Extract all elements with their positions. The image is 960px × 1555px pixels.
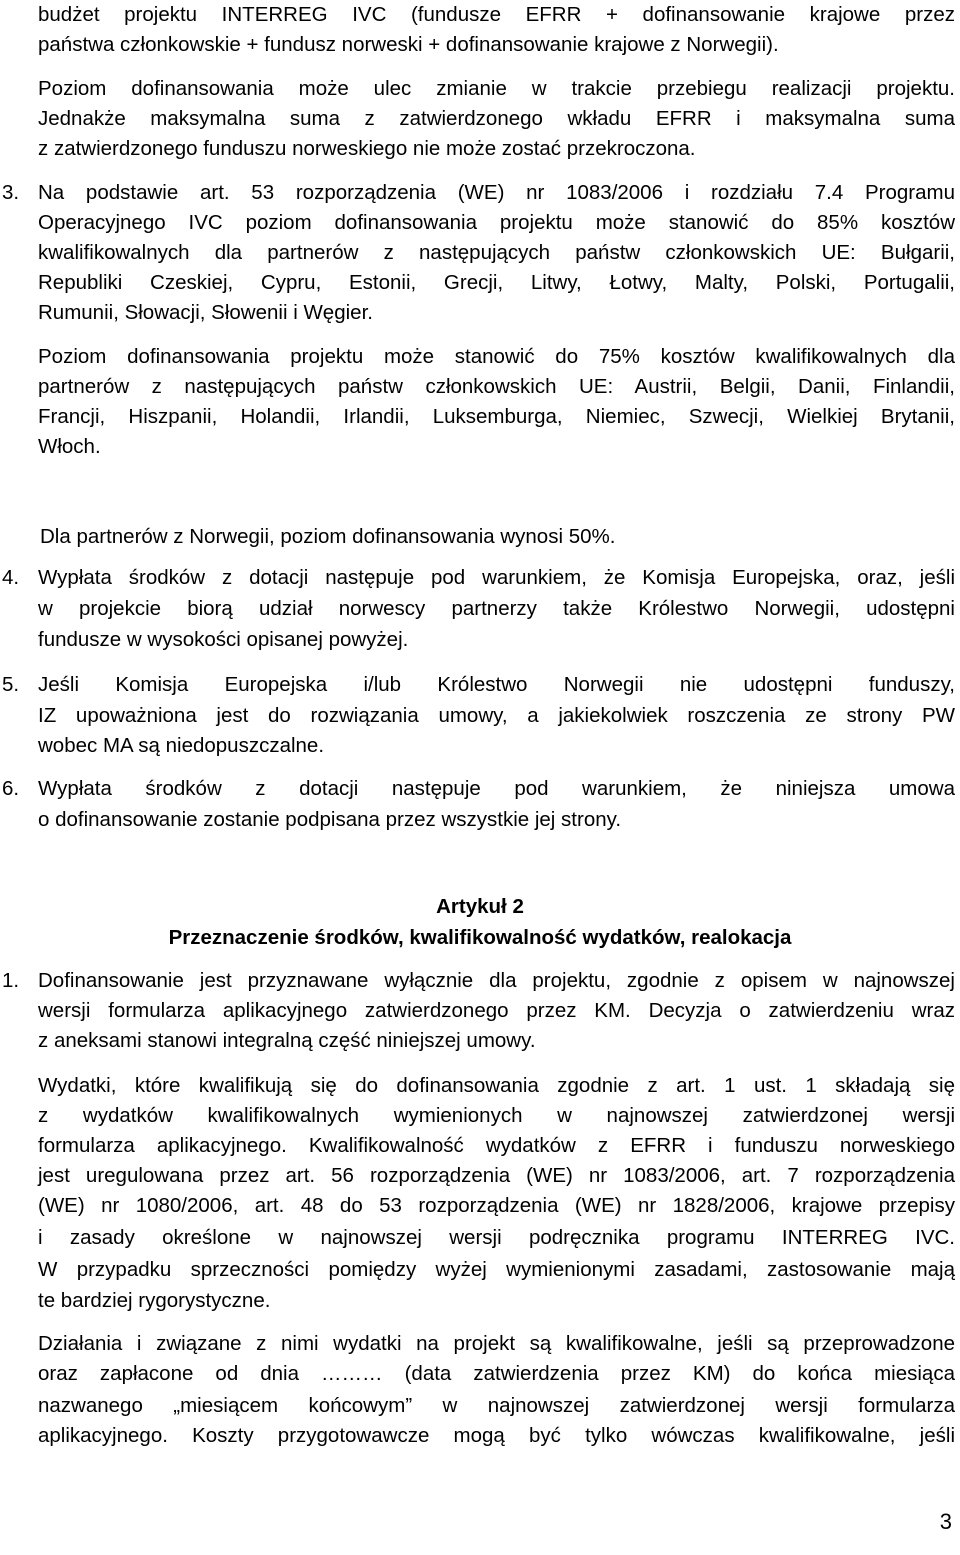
text-line: Na podstawie art. 53 rozporządzenia (WE) nr 1083/2006 i rozdziału 7.4 Programu — [38, 181, 955, 204]
list-number: 4. — [2, 566, 20, 589]
text-line: Wypłata środków z dotacji następuje pod warunkiem, że Komisja Europejska, oraz, jeśli — [38, 566, 955, 589]
text-line: oraz zapłacone od dnia ……… (data zatwierdzenia przez KM) do końca miesiąca — [38, 1362, 955, 1385]
text-line: IZ upoważniona jest do rozwiązania umowy, a jakiekolwiek roszczenia ze strony PW — [38, 704, 955, 727]
text-line: budżet projektu INTERREG IVC (fundusze EFRR + dofinansowanie krajowe przez — [38, 3, 955, 26]
text-line: wersji formularza aplikacyjnego zatwierdzonego przez KM. Decyzja o zatwierdzeniu wraz — [38, 999, 955, 1022]
text-line: Włoch. — [38, 435, 101, 458]
text-line: Jednakże maksymalna suma z zatwierdzonego wkładu EFRR i maksymalna suma — [38, 107, 955, 130]
text-line: z wydatków kwalifikowalnych wymienionych w najnowszej zatwierdzonej wersji — [38, 1104, 955, 1127]
text-line: te bardziej rygorystyczne. — [38, 1289, 271, 1312]
text-line: wobec MA są niedopuszczalne. — [38, 734, 325, 757]
text-line: aplikacyjnego. Koszty przygotowawcze mogą być tylko wówczas kwalifikowalne, jeśli — [38, 1424, 955, 1447]
text-line: Wypłata środków z dotacji następuje pod warunkiem, że niniejsza umowa — [38, 777, 955, 800]
text-line: z zatwierdzonego funduszu norweskiego nie może zostać przekroczona. — [38, 137, 696, 160]
text-line: Działania i związane z nimi wydatki na projekt są kwalifikowalne, jeśli są przeprowadzone — [38, 1332, 955, 1355]
text-line: państwa członkowskie + fundusz norweski + dofinansowanie krajowe z Norwegii). — [38, 33, 779, 56]
text-line: (WE) nr 1080/2006, art. 48 do 53 rozporządzenia (WE) nr 1828/2006, krajowe przepisy — [38, 1194, 955, 1217]
text-line: nazwanego „miesiącem końcowym” w najnowszej zatwierdzonej wersji formularza — [38, 1394, 955, 1417]
text-line: Operacyjnego IVC poziom dofinansowania projektu może stanowić do 85% kosztów — [38, 211, 955, 234]
text-line: Jeśli Komisja Europejska i/lub Królestwo Norwegii nie udostępni funduszy, — [38, 673, 955, 696]
list-number: 6. — [2, 777, 20, 800]
list-number: 5. — [2, 673, 20, 696]
list-number: 1. — [2, 969, 20, 992]
text-line: kwalifikowalnych dla partnerów z następujących państw członkowskich UE: Bułgarii, — [38, 241, 955, 264]
text-line: Wydatki, które kwalifikują się do dofinansowania zgodnie z art. 1 ust. 1 składają się — [38, 1074, 955, 1097]
text-line: fundusze w wysokości opisanej powyżej. — [38, 628, 409, 651]
list-number: 3. — [2, 181, 20, 204]
page-number: 3 — [939, 1509, 952, 1534]
text-line: Francji, Hiszpanii, Holandii, Irlandii, Luksemburga, Niemiec, Szwecji, Wielkiej Brytanii, — [38, 405, 955, 428]
text-line: jest uregulowana przez art. 56 rozporządzenia (WE) nr 1083/2006, art. 7 rozporządzenia — [38, 1164, 955, 1187]
text-line: w projekcie biorą udział norwescy partnerzy także Królestwo Norwegii, udostępni — [38, 597, 955, 620]
text-line: partnerów z następujących państw członkowskich UE: Austrii, Belgii, Danii, Finlandii, — [38, 375, 955, 398]
text-line: i zasady określone w najnowszej wersji podręcznika programu INTERREG IVC. — [38, 1226, 955, 1249]
text-line: Dla partnerów z Norwegii, poziom dofinansowania wynosi 50%. — [40, 525, 616, 548]
text-line: z aneksami stanowi integralną część niniejszej umowy. — [38, 1029, 536, 1052]
article-heading: Artykuł 2 — [436, 895, 524, 918]
text-line: Dofinansowanie jest przyznawane wyłącznie dla projektu, zgodnie z opisem w najnowszej — [38, 969, 955, 992]
text-line: Republiki Czeskiej, Cypru, Estonii, Grecji, Litwy, Łotwy, Malty, Polski, Portugalii, — [38, 271, 955, 294]
text-line: W przypadku sprzeczności pomiędzy wyżej wymienionymi zasadami, zastosowanie mają — [38, 1258, 955, 1281]
text-line: o dofinansowanie zostanie podpisana przez wszystkie jej strony. — [38, 808, 622, 831]
text-line: formularza aplikacyjnego. Kwalifikowalność wydatków z EFRR i funduszu norweskiego — [38, 1134, 955, 1157]
article-subheading: Przeznaczenie środków, kwalifikowalność wydatków, realokacja — [168, 926, 792, 949]
text-line: Poziom dofinansowania może ulec zmianie w trakcie przebiegu realizacji projektu. — [38, 77, 955, 100]
text-line: Poziom dofinansowania projektu może stanowić do 75% kosztów kwalifikowalnych dla — [38, 345, 955, 368]
text-line: Rumunii, Słowacji, Słowenii i Węgier. — [38, 301, 373, 324]
